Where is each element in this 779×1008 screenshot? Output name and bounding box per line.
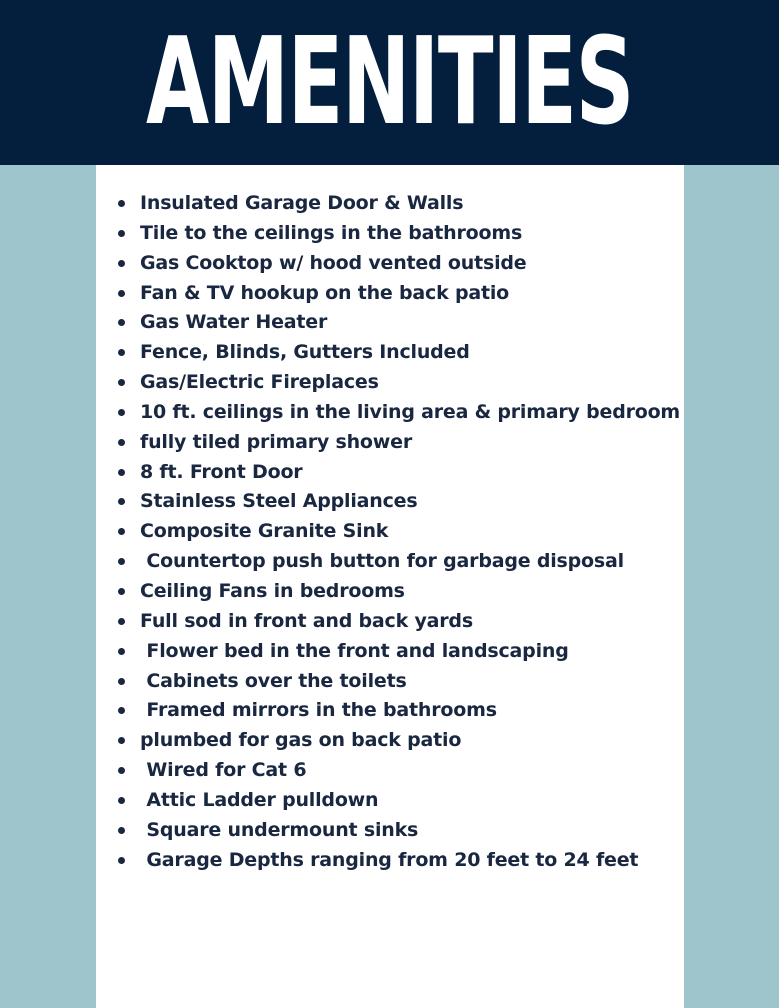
bullet-icon: [118, 379, 125, 386]
list-item: [118, 696, 678, 726]
bullet-icon: [118, 707, 125, 714]
bullet-icon: [118, 558, 125, 565]
list-item: [118, 368, 678, 398]
bullet-icon: [118, 648, 125, 655]
bullet-icon: [118, 469, 125, 476]
amenity-text: Countertop push button for garbage disposal: [140, 550, 624, 573]
bullet-icon: [118, 737, 125, 744]
right-side-band: [684, 165, 779, 1008]
list-item: [118, 398, 681, 428]
list-item: [118, 756, 678, 786]
amenity-text: Insulated Garage Door & Walls: [140, 192, 464, 214]
list-item: [118, 846, 678, 876]
amenity-text: Composite Granite Sink: [140, 520, 389, 543]
amenity-text: Cabinets over the toilets: [140, 669, 407, 692]
amenity-text: Gas/Electric Fireplaces: [140, 371, 379, 394]
amenity-text: plumbed for gas on back patio: [140, 729, 462, 752]
list-item: [118, 726, 678, 756]
list-item: [118, 219, 678, 249]
list-item: [118, 517, 678, 547]
amenity-text: 10 ft. ceilings in the living area & primary bedroom: [140, 400, 681, 423]
amenity-text: 8 ft. Front Door: [140, 460, 303, 483]
amenity-text: Square undermount sinks: [140, 818, 419, 841]
list-item: [118, 338, 678, 368]
bullet-icon: [118, 409, 125, 416]
bullet-icon: [118, 618, 125, 625]
bullet-icon: [118, 678, 125, 685]
list-item: [118, 637, 678, 667]
bullet-icon: [118, 767, 125, 774]
amenity-text: Gas Cooktop w/ hood vented outside: [140, 251, 527, 274]
list-item: [118, 189, 678, 219]
bullet-icon: [118, 498, 125, 505]
amenity-text: Full sod in front and back yards: [140, 609, 473, 632]
amenity-text: Fan & TV hookup on the back patio: [140, 281, 510, 304]
amenities-list: [118, 189, 681, 875]
amenity-text: Tile to the ceilings in the bathrooms: [140, 221, 523, 244]
list-item: [118, 577, 678, 607]
list-item: [118, 308, 678, 338]
amenity-text: Framed mirrors in the bathrooms: [140, 699, 497, 722]
bullet-icon: [118, 260, 125, 267]
bullet-icon: [118, 827, 125, 834]
bullet-icon: [118, 230, 125, 237]
amenity-text: Garage Depths ranging from 20 feet to 24 feet: [140, 848, 639, 871]
bullet-icon: [118, 797, 125, 804]
list-item: [118, 487, 678, 517]
amenity-text: Gas Water Heater: [140, 311, 328, 334]
bullet-icon: [118, 588, 125, 595]
list-item: [118, 816, 678, 846]
list-item: [118, 249, 678, 279]
amenity-text: Attic Ladder pulldown: [140, 788, 379, 811]
list-item: [118, 607, 678, 637]
bullet-icon: [118, 439, 125, 446]
header-banner: [0, 0, 779, 165]
bullet-icon: [118, 528, 125, 535]
list-item: [118, 547, 678, 577]
bullet-icon: [118, 857, 125, 864]
list-item: [118, 428, 678, 458]
amenity-text: Wired for Cat 6: [140, 759, 307, 782]
amenity-text: fully tiled primary shower: [140, 430, 412, 453]
amenity-text: Ceiling Fans in bedrooms: [140, 579, 405, 602]
amenity-text: Stainless Steel Appliances: [140, 490, 418, 513]
bullet-icon: [118, 349, 125, 356]
list-item: [118, 786, 678, 816]
bullet-icon: [118, 200, 125, 207]
bullet-icon: [118, 290, 125, 297]
amenity-text: Fence, Blinds, Gutters Included: [140, 341, 470, 364]
left-side-band: [0, 165, 96, 1008]
amenity-text: Flower bed in the front and landscaping: [140, 639, 569, 662]
list-item: [118, 279, 678, 309]
list-item: [118, 667, 678, 697]
bullet-icon: [118, 319, 125, 326]
page-title: AMENITIES: [145, 12, 634, 152]
list-item: [118, 458, 678, 488]
